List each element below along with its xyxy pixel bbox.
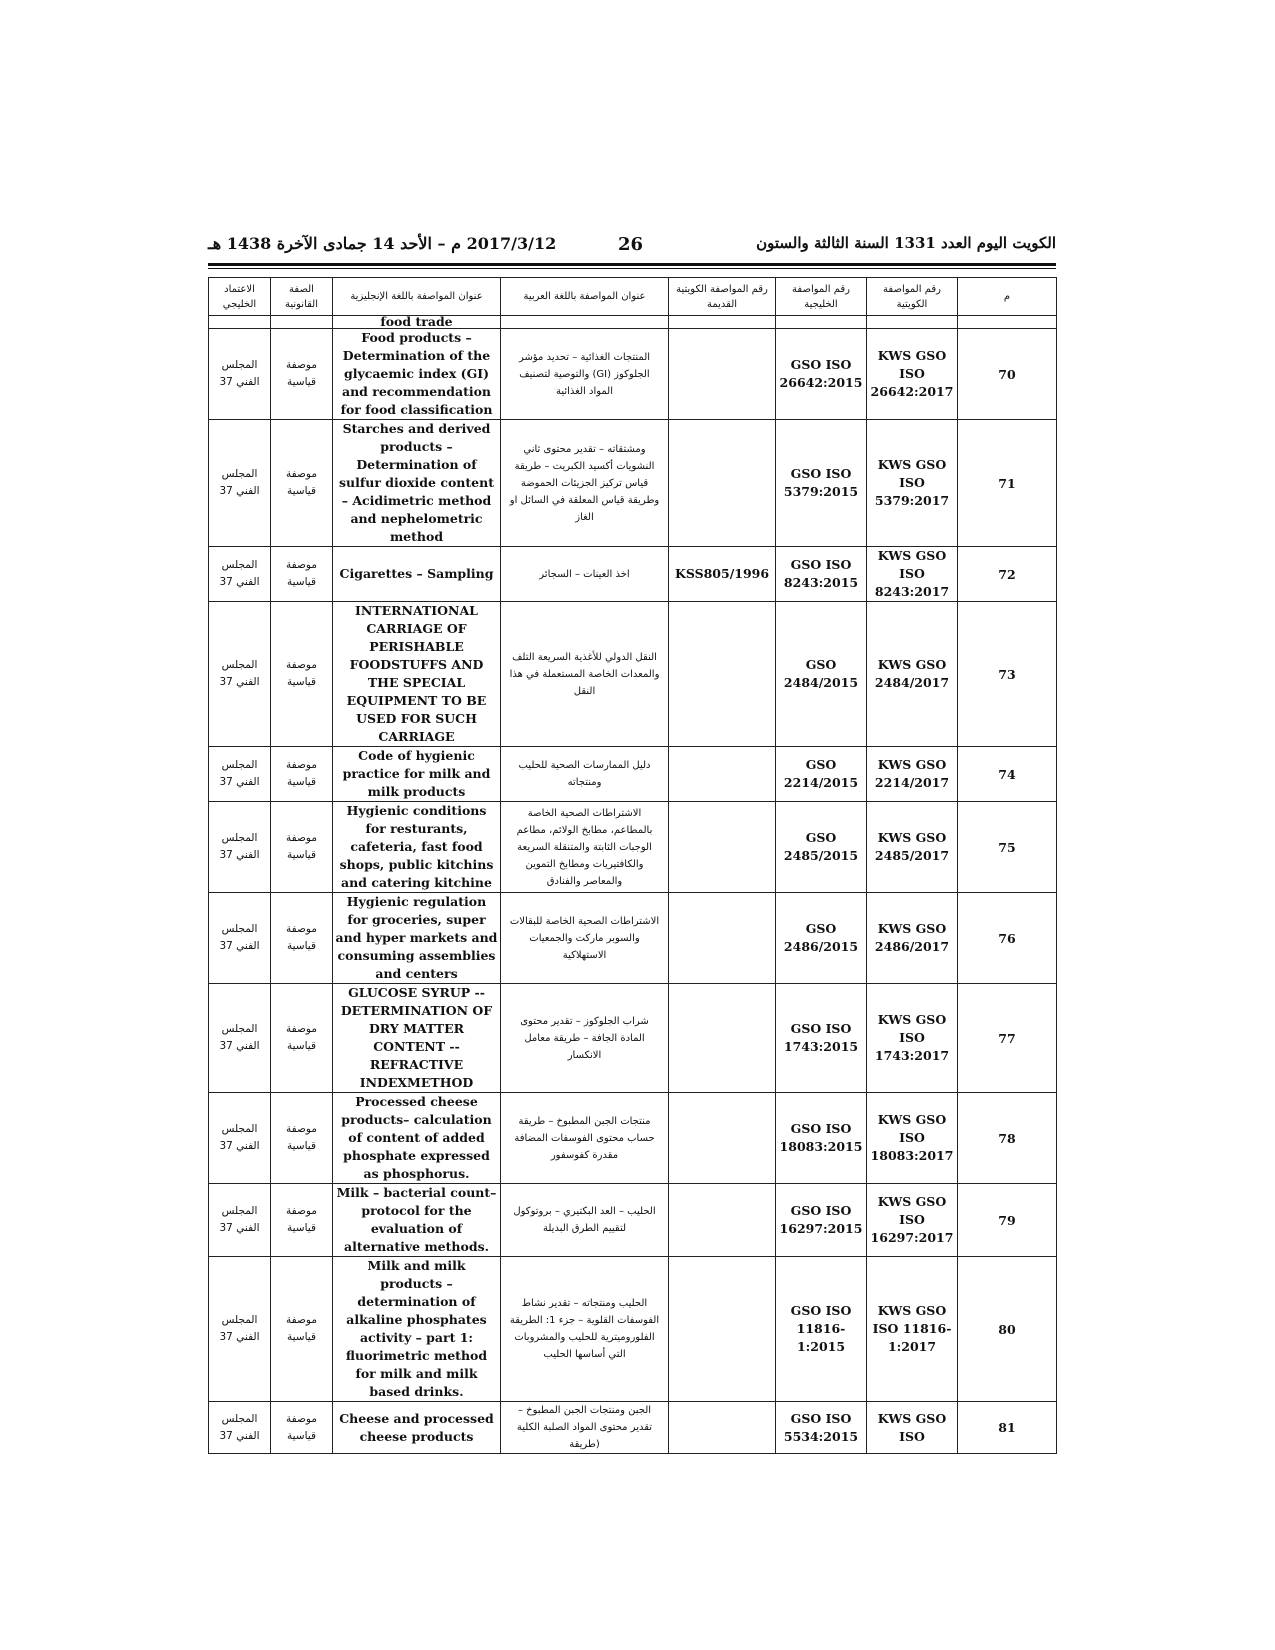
gso-number-cell: GSO ISO 26642:2015 <box>776 329 867 420</box>
gso-number-cell: GSO 2214/2015 <box>776 747 867 802</box>
status-cell: موصفة قياسية <box>271 802 333 893</box>
approval-cell: المجلس الفني 37 <box>209 1093 271 1184</box>
gso-number-cell: GSO 2486/2015 <box>776 893 867 984</box>
approval-cell: المجلس الفني 37 <box>209 802 271 893</box>
table-row <box>209 329 1057 420</box>
en-title-cell: Milk and milk products – determination of alkaline phosphates activity – part 1: fluorimetric method for milk and milk based drinks. <box>333 1257 501 1402</box>
table-row <box>209 1184 1057 1257</box>
continuation-en: food trade <box>333 316 501 329</box>
continuation-row <box>209 316 1057 329</box>
old-number-cell <box>669 1402 776 1454</box>
approval-cell: المجلس الفني 37 <box>209 420 271 547</box>
old-number-cell <box>669 602 776 747</box>
en-title-cell: Food products – Determination of the glycaemic index (GI) and recommendation for food classification <box>333 329 501 420</box>
status-cell: موصفة قياسية <box>271 1093 333 1184</box>
index-cell: 73 <box>958 602 1057 747</box>
kws-number-cell: KWS GSO 2485/2017 <box>867 802 958 893</box>
ar-title-cell: الاشتراطات الصحية الخاصة للبقالات والسوبر ماركت والجمعيات الاستهلاكية <box>501 893 669 984</box>
old-number-cell <box>669 984 776 1093</box>
approval-cell: المجلس الفني 37 <box>209 1257 271 1402</box>
kws-number-cell: KWS GSO ISO 18083:2017 <box>867 1093 958 1184</box>
col-ar-title: عنوان المواصفة باللغة العربية <box>501 278 669 316</box>
kws-number-cell: KWS GSO 2484/2017 <box>867 602 958 747</box>
gso-number-cell: GSO 2484/2015 <box>776 602 867 747</box>
ar-title-cell: النقل الدولي للأغذية السريعة التلف والمعدات الخاصة المستعملة في هذا النقل <box>501 602 669 747</box>
status-cell: موصفة قياسية <box>271 547 333 602</box>
ar-title-cell: الحليب – العد البكتيري – بروتوكول لتقييم الطرق البديلة <box>501 1184 669 1257</box>
gso-number-cell: GSO ISO 11816-1:2015 <box>776 1257 867 1402</box>
en-title-cell: Milk – bacterial count– protocol for the evaluation of alternative methods. <box>333 1184 501 1257</box>
en-title-cell: Hygienic conditions for resturants, cafeteria, fast food shops, public kitchins and catering kitchine <box>333 802 501 893</box>
kws-number-cell: KWS GSO ISO 1743:2017 <box>867 984 958 1093</box>
kws-number-cell: KWS GSO ISO 26642:2017 <box>867 329 958 420</box>
approval-cell: المجلس الفني 37 <box>209 547 271 602</box>
old-number-cell <box>669 1184 776 1257</box>
status-cell: موصفة قياسية <box>271 420 333 547</box>
col-status: الصفة القانونية <box>271 278 333 316</box>
kws-number-cell: KWS GSO ISO 5379:2017 <box>867 420 958 547</box>
header-date: 2017/3/12 م – الأحد 14 جمادى الآخرة 1438 هـ <box>208 234 557 253</box>
table-row <box>209 1257 1057 1402</box>
header-rule-thin <box>208 268 1056 269</box>
ar-title-cell: المنتجات الغذائية – تحديد مؤشر الجلوكوز (GI) والتوصية لتصنيف المواد الغذائية <box>501 329 669 420</box>
kws-number-cell: KWS GSO 2486/2017 <box>867 893 958 984</box>
standards-table <box>208 277 1057 1454</box>
header-publication: الكويت اليوم العدد 1331 السنة الثالثة والستون <box>756 234 1056 252</box>
ar-title-cell: دليل الممارسات الصحية للحليب ومنتجاته <box>501 747 669 802</box>
gso-number-cell: GSO ISO 8243:2015 <box>776 547 867 602</box>
table-row <box>209 602 1057 747</box>
en-title-cell: Starches and derived products – Determination of sulfur dioxide content – Acidimetric method and nephelometric method <box>333 420 501 547</box>
gso-number-cell: GSO ISO 18083:2015 <box>776 1093 867 1184</box>
index-cell: 80 <box>958 1257 1057 1402</box>
index-cell: 71 <box>958 420 1057 547</box>
status-cell: موصفة قياسية <box>271 329 333 420</box>
page-number: 26 <box>618 234 644 255</box>
kws-number-cell: KWS GSO ISO 11816-1:2017 <box>867 1257 958 1402</box>
approval-cell: المجلس الفني 37 <box>209 602 271 747</box>
kws-number-cell: KWS GSO ISO 16297:2017 <box>867 1184 958 1257</box>
table-header-row <box>209 278 1057 316</box>
table-row <box>209 420 1057 547</box>
ar-title-cell: اخذ العينات – السجائر <box>501 547 669 602</box>
en-title-cell: Cigarettes – Sampling <box>333 547 501 602</box>
col-old-number: رقم المواصفة الكويتية القديمة <box>669 278 776 316</box>
index-cell: 74 <box>958 747 1057 802</box>
ar-title-cell: شراب الجلوكوز – تقدير محتوى المادة الجافة – طريقة معامل الانكسار <box>501 984 669 1093</box>
approval-cell: المجلس الفني 37 <box>209 893 271 984</box>
index-cell: 78 <box>958 1093 1057 1184</box>
en-title-cell: GLUCOSE SYRUP -- DETERMINATION OF DRY MATTER CONTENT -- REFRACTIVE INDEXMETHOD <box>333 984 501 1093</box>
old-number-cell <box>669 329 776 420</box>
index-cell: 76 <box>958 893 1057 984</box>
table-row <box>209 893 1057 984</box>
old-number-cell <box>669 420 776 547</box>
old-number-cell <box>669 893 776 984</box>
kws-number-cell: KWS GSO ISO <box>867 1402 958 1454</box>
status-cell: موصفة قياسية <box>271 893 333 984</box>
old-number-cell <box>669 1093 776 1184</box>
kws-number-cell: KWS GSO ISO 8243:2017 <box>867 547 958 602</box>
col-index: م <box>958 278 1057 316</box>
status-cell: موصفة قياسية <box>271 747 333 802</box>
table-row <box>209 1093 1057 1184</box>
page-header <box>208 234 1056 262</box>
approval-cell: المجلس الفني 37 <box>209 1402 271 1454</box>
ar-title-cell: الحليب ومنتجاته – تقدير نشاط الفوسفات القلوية – جزء 1: الطريقة الفلوروميترية للحليب والمشروبات التي أساسها الحليب <box>501 1257 669 1402</box>
gso-number-cell: GSO ISO 16297:2015 <box>776 1184 867 1257</box>
en-title-cell: Code of hygienic practice for milk and milk products <box>333 747 501 802</box>
old-number-cell <box>669 1257 776 1402</box>
status-cell: موصفة قياسية <box>271 1402 333 1454</box>
header-rule <box>208 263 1056 266</box>
index-cell: 79 <box>958 1184 1057 1257</box>
en-title-cell: INTERNATIONAL CARRIAGE OF PERISHABLE FOODSTUFFS AND THE SPECIAL EQUIPMENT TO BE USED FOR SUCH CARRIAGE <box>333 602 501 747</box>
en-title-cell: Cheese and processed cheese products <box>333 1402 501 1454</box>
col-gso-number: رقم المواصفة الخليجية <box>776 278 867 316</box>
index-cell: 72 <box>958 547 1057 602</box>
en-title-cell: Hygienic regulation for groceries, super and hyper markets and consuming assemblies and centers <box>333 893 501 984</box>
ar-title-cell: منتجات الجبن المطبوخ – طريقة حساب محتوى الفوسفات المضافة مقدرة كفوسفور <box>501 1093 669 1184</box>
ar-title-cell: الاشتراطات الصحية الخاصة بالمطاعم، مطابخ الولائم، مطاعم الوجبات الثابتة والمتنقلة السريعة والكافتيريات ومطابخ التموين والمعاصر والفنادق <box>501 802 669 893</box>
en-title-cell: Processed cheese products– calculation of content of added phosphate expressed as phosphorus. <box>333 1093 501 1184</box>
table-row <box>209 1402 1057 1454</box>
status-cell: موصفة قياسية <box>271 1257 333 1402</box>
col-approval: الاعتماد الخليجي <box>209 278 271 316</box>
col-kws-number: رقم المواصفة الكويتية <box>867 278 958 316</box>
gso-number-cell: GSO 2485/2015 <box>776 802 867 893</box>
index-cell: 75 <box>958 802 1057 893</box>
gso-number-cell: GSO ISO 5379:2015 <box>776 420 867 547</box>
approval-cell: المجلس الفني 37 <box>209 984 271 1093</box>
old-number-cell <box>669 747 776 802</box>
old-number-cell: KSS805/1996 <box>669 547 776 602</box>
gso-number-cell: GSO ISO 1743:2015 <box>776 984 867 1093</box>
status-cell: موصفة قياسية <box>271 984 333 1093</box>
index-cell: 77 <box>958 984 1057 1093</box>
table-row <box>209 984 1057 1093</box>
ar-title-cell: الجبن ومنتجات الجبن المطبوخ – تقدير محتوى المواد الصلبة الكلية (طريقة <box>501 1402 669 1454</box>
status-cell: موصفة قياسية <box>271 1184 333 1257</box>
old-number-cell <box>669 802 776 893</box>
status-cell: موصفة قياسية <box>271 602 333 747</box>
kws-number-cell: KWS GSO 2214/2017 <box>867 747 958 802</box>
ar-title-cell: ومشتقاته – تقدير محتوى ثاني النشويات أكسيد الكبريت – طريقة قياس تركيز الجزيئات الحموضة وطريقة قياس المعلقة في السائل او الغاز <box>501 420 669 547</box>
approval-cell: المجلس الفني 37 <box>209 1184 271 1257</box>
table-row <box>209 747 1057 802</box>
approval-cell: المجلس الفني 37 <box>209 747 271 802</box>
table-row <box>209 802 1057 893</box>
table-row <box>209 547 1057 602</box>
approval-cell: المجلس الفني 37 <box>209 329 271 420</box>
col-en-title: عنوان المواصفة باللغة الإنجليزية <box>333 278 501 316</box>
gso-number-cell: GSO ISO 5534:2015 <box>776 1402 867 1454</box>
index-cell: 70 <box>958 329 1057 420</box>
index-cell: 81 <box>958 1402 1057 1454</box>
